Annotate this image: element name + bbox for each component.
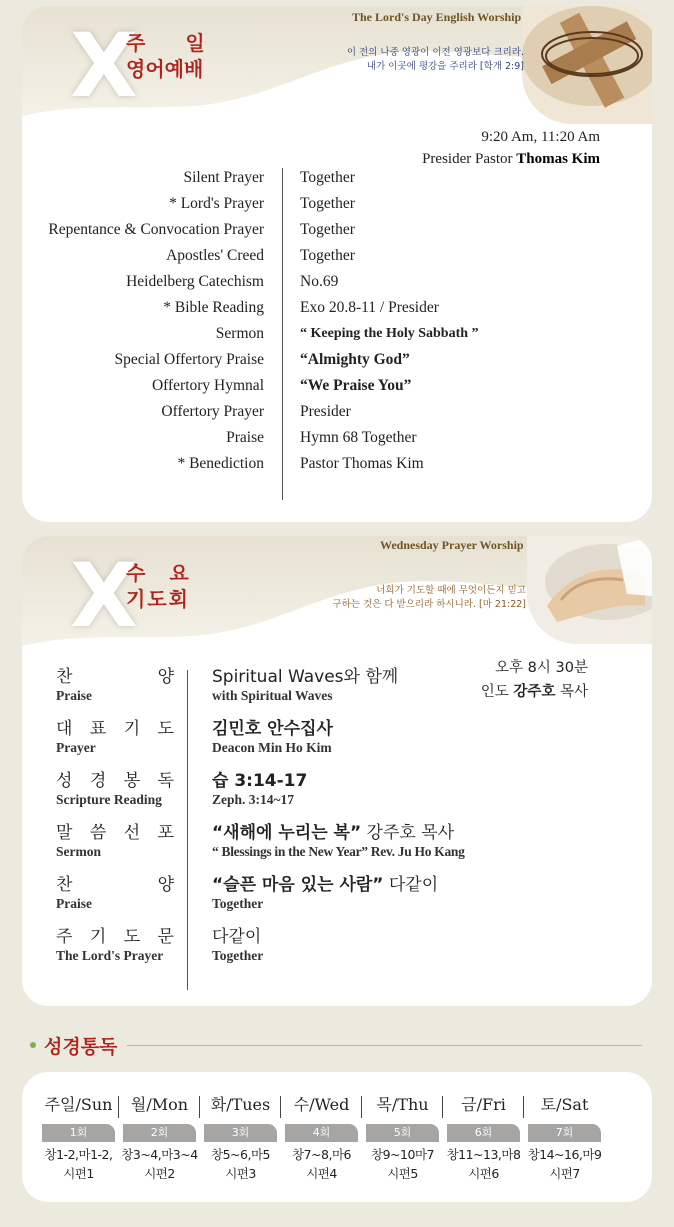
cross-thorns-image xyxy=(522,6,652,124)
order-item-en: Praise xyxy=(56,688,92,703)
order-item-en: Prayer xyxy=(56,740,96,755)
order-detail xyxy=(212,770,632,822)
day-name: 토/Sat xyxy=(540,1095,589,1114)
order-detail xyxy=(212,874,632,926)
bible-reading-card xyxy=(22,1072,652,1202)
day-reading: 창5~6,마5 시편3 xyxy=(211,1147,270,1181)
char: 문 xyxy=(157,927,174,947)
day-column xyxy=(38,1092,119,1183)
bullet-dot-icon xyxy=(30,1042,36,1048)
order-detail: No.69 xyxy=(300,273,339,290)
order-detail: Pastor Thomas Kim xyxy=(300,455,424,472)
sunday-en-title: The Lord's Day English Worship xyxy=(352,10,522,24)
wednesday-verse xyxy=(242,584,526,612)
order-detail: Together xyxy=(300,169,355,186)
char: 도 xyxy=(123,927,141,947)
char: 찬 xyxy=(56,875,73,895)
char: 기 xyxy=(123,719,141,739)
order-item: Praise xyxy=(226,429,264,446)
day-column xyxy=(524,1092,605,1183)
day-reading: 창9~10마7 시편5 xyxy=(371,1147,434,1181)
day-number-tab: 5회 xyxy=(366,1124,439,1142)
order-detail: “Almighty God” xyxy=(300,351,410,368)
order-item: Special Offertory Praise xyxy=(114,351,264,368)
order-detail: Together xyxy=(300,221,355,238)
sunday-order-items xyxy=(22,165,264,477)
detail-main: Spiritual Waves와 함께 xyxy=(212,667,399,687)
char: 양 xyxy=(157,875,174,895)
char: 도 xyxy=(157,719,174,739)
detail-main: 다같이 xyxy=(212,927,262,947)
wednesday-verse-line-2: 구하는 것은 다 받으리라 하시니라. [마 21:22] xyxy=(332,599,526,610)
header-rule xyxy=(127,1045,642,1046)
order-item-en: The Lord's Prayer xyxy=(56,948,164,963)
wednesday-order-details xyxy=(212,666,632,978)
detail-sub: Zeph. 3:14~17 xyxy=(212,792,295,807)
order-item: Repentance & Convocation Prayer xyxy=(48,221,264,238)
x-mark-icon: X xyxy=(70,544,138,647)
char: 경 xyxy=(89,771,107,791)
detail-main: “새해에 누리는 복” 강주호 목사 xyxy=(212,823,455,843)
order-detail xyxy=(212,718,632,770)
detail-main: 김민호 안수집사 xyxy=(212,719,333,739)
presider-label: Presider Pastor xyxy=(422,151,513,167)
sunday-time: 9:20 Am, 11:20 Am xyxy=(481,129,600,145)
order-item: * Lord's Prayer xyxy=(169,195,264,212)
day-number-tab: 7회 xyxy=(528,1124,601,1142)
bible-reading-title: 성경통독 xyxy=(44,1035,118,1058)
day-name: 수/Wed xyxy=(293,1095,350,1114)
wednesday-order-items xyxy=(56,666,174,978)
leader-title: 목사 xyxy=(559,684,588,700)
sunday-schedule xyxy=(322,126,600,170)
day-name: 목/Thu xyxy=(376,1095,429,1114)
day-number-tab: 3회 xyxy=(204,1124,277,1142)
char: 봉 xyxy=(123,771,141,791)
char: 성 xyxy=(56,771,73,791)
bible-reading-header xyxy=(30,1032,642,1058)
order-divider xyxy=(187,670,188,990)
detail-sub: with Spiritual Waves xyxy=(212,688,333,703)
detail-sub: Deacon Min Ho Kim xyxy=(212,740,332,755)
sunday-verse-line-1: 이 전의 나중 영광이 이전 영광보다 크리라. xyxy=(346,47,524,58)
day-column xyxy=(443,1092,524,1183)
order-detail: Hymn 68 Together xyxy=(300,429,417,446)
order-item xyxy=(56,874,174,926)
order-detail xyxy=(212,822,632,874)
bible-reading-days xyxy=(38,1092,638,1183)
order-item-en: Sermon xyxy=(56,844,101,859)
order-item xyxy=(56,822,174,874)
char: 대 xyxy=(56,719,73,739)
order-item: * Bible Reading xyxy=(163,299,264,316)
sunday-worship-card xyxy=(22,6,652,522)
char: 주 xyxy=(56,927,73,947)
order-item: Offertory Prayer xyxy=(161,403,264,420)
day-number-tab: 2회 xyxy=(123,1124,196,1142)
wednesday-ko-title: 수 요 기도회 xyxy=(126,561,191,611)
char: 말 xyxy=(56,823,73,843)
char: 포 xyxy=(157,823,174,843)
day-number-tab: 4회 xyxy=(285,1124,358,1142)
order-item: Heidelberg Catechism xyxy=(126,273,264,290)
order-item xyxy=(56,666,174,718)
detail-sub: Together xyxy=(212,896,264,911)
leader-name: 강주호 xyxy=(513,684,556,700)
day-reading: 창1-2,마1-2, 시편1 xyxy=(44,1147,113,1181)
order-item: * Benediction xyxy=(177,455,264,472)
detail-main: 습 3:14-17 xyxy=(212,771,308,791)
leader-label: 인도 xyxy=(480,684,509,700)
char: 독 xyxy=(157,771,174,791)
char: 씀 xyxy=(89,823,107,843)
wednesday-time: 오후 8시 30분 xyxy=(495,660,588,676)
day-number-tab: 6회 xyxy=(447,1124,520,1142)
order-item: Apostles' Creed xyxy=(166,247,264,264)
day-name: 주일/Sun xyxy=(44,1095,113,1114)
day-name: 월/Mon xyxy=(130,1095,189,1114)
order-detail: “ Keeping the Holy Sabbath ” xyxy=(300,326,479,341)
wednesday-en-title: Wednesday Prayer Worship xyxy=(380,538,524,552)
day-column xyxy=(362,1092,443,1183)
order-item-en: Praise xyxy=(56,896,92,911)
char: 양 xyxy=(157,667,174,687)
day-name: 화/Tues xyxy=(210,1095,271,1114)
wednesday-worship-card xyxy=(22,536,652,1006)
order-detail: Together xyxy=(300,195,355,212)
order-detail: Together xyxy=(300,247,355,264)
order-detail: “We Praise You” xyxy=(300,377,412,394)
wednesday-verse-line-1: 너희가 기도할 때에 무엇이든지 믿고 xyxy=(376,585,526,596)
day-column xyxy=(200,1092,281,1183)
order-item: Sermon xyxy=(215,325,264,342)
day-reading: 창11~13,마8 시편6 xyxy=(446,1147,521,1181)
char: 찬 xyxy=(56,667,73,687)
sunday-verse-line-2: 내가 이곳에 평강을 주리라 [학개 2:9] xyxy=(366,61,524,72)
order-item xyxy=(56,718,174,770)
order-item: Silent Prayer xyxy=(183,169,264,186)
detail-sub: “ Blessings in the New Year” Rev. Ju Ho Kang xyxy=(212,844,465,859)
order-item-en: Scripture Reading xyxy=(56,792,162,807)
order-divider xyxy=(282,168,283,500)
x-mark-icon: X xyxy=(70,14,138,117)
sunday-order-details xyxy=(300,165,630,477)
day-number-tab: 1회 xyxy=(42,1124,115,1142)
char: 기 xyxy=(89,927,107,947)
order-detail xyxy=(212,666,632,718)
sunday-ko-title: 주 일 영어예배 xyxy=(126,31,205,81)
order-item xyxy=(56,926,174,978)
order-detail: Presider xyxy=(300,403,351,420)
detail-main: “슬픈 마음 있는 사람” 다같이 xyxy=(212,875,439,895)
order-detail: Exo 20.8-11 / Presider xyxy=(300,299,439,316)
order-item xyxy=(56,770,174,822)
day-reading: 창3~4,마3~4 시편2 xyxy=(121,1147,198,1181)
order-item: Offertory Hymnal xyxy=(151,377,264,394)
char: 표 xyxy=(89,719,107,739)
char: 선 xyxy=(123,823,141,843)
detail-sub: Together xyxy=(212,948,264,963)
day-reading: 창7~8,마6 시편4 xyxy=(292,1147,351,1181)
day-column xyxy=(281,1092,362,1183)
day-reading: 창14~16,마9 시편7 xyxy=(527,1147,602,1181)
order-detail xyxy=(212,926,632,978)
day-column xyxy=(119,1092,200,1183)
sunday-verse xyxy=(252,46,524,74)
presider-name: Thomas Kim xyxy=(516,151,600,167)
praying-hands-image xyxy=(527,536,652,644)
day-name: 금/Fri xyxy=(461,1095,506,1114)
